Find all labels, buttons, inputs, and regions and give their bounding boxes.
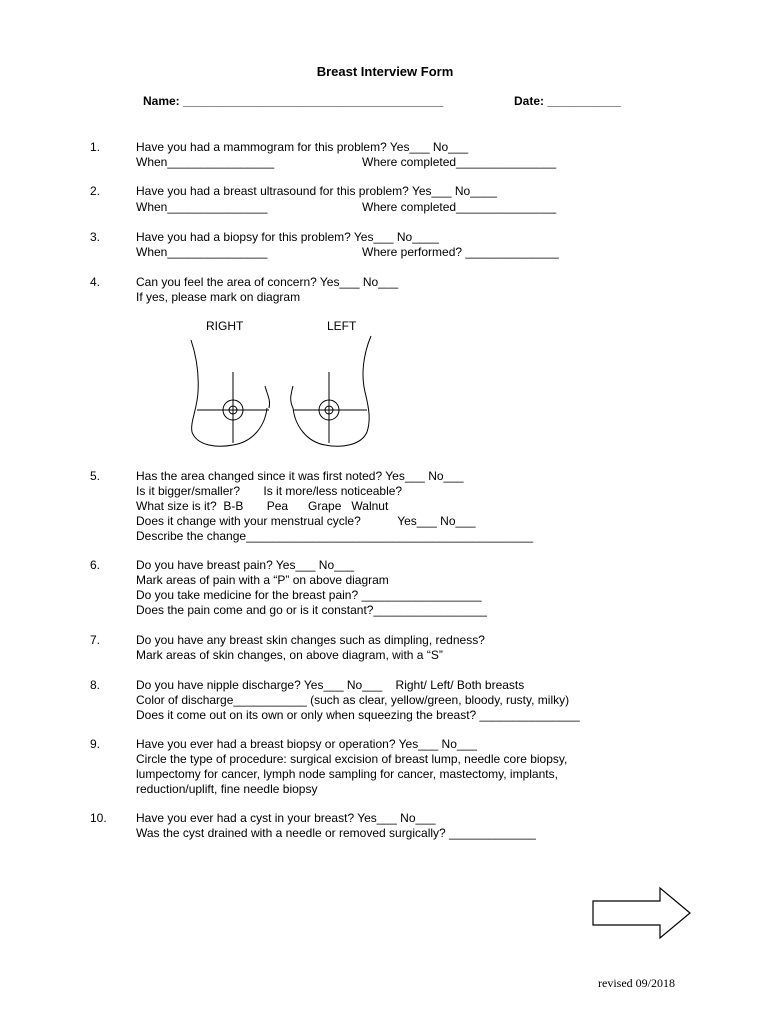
question-9-line-1: Have you ever had a breast biopsy or operation? Yes___ No___ — [136, 737, 477, 751]
question-7-line-1: Do you have any breast skin changes such as dimpling, redness? — [136, 633, 485, 647]
question-4-line-1: Can you feel the area of concern? Yes___ No___ — [136, 275, 399, 289]
question-6-line-1: Do you have breast pain? Yes___ No___ — [136, 558, 355, 572]
question-2-where[interactable]: Where completed_______________ — [362, 200, 557, 214]
question-3-where[interactable]: Where performed? ______________ — [362, 245, 559, 259]
question-4-number: 4. — [90, 275, 101, 289]
name-field[interactable]: Name: _______________________________________ — [143, 94, 444, 108]
question-1-number: 1. — [90, 140, 101, 154]
question-6-line-2: Mark areas of pain with a “P” on above diagram — [136, 573, 389, 587]
question-1-where[interactable]: Where completed_______________ — [362, 155, 557, 169]
diagram-left-label: LEFT — [327, 319, 357, 333]
question-8-line-2[interactable]: Color of discharge___________ (such as clear, yellow/green, bloody, rusty, milky) — [136, 693, 570, 707]
question-10-line-2[interactable]: Was the cyst drained with a needle or removed surgically? _____________ — [136, 826, 536, 840]
question-8-number: 8. — [90, 678, 101, 692]
question-6-line-4[interactable]: Does the pain come and go or is it constant?_________________ — [136, 603, 487, 617]
question-9-number: 9. — [90, 737, 101, 751]
question-5-line-2: Is it bigger/smaller? Is it more/less noticeable? — [136, 484, 403, 498]
question-9-line-4: reduction/uplift, fine needle biopsy — [136, 782, 318, 796]
right-arrow-icon[interactable] — [590, 885, 694, 941]
question-5-line-1: Has the area changed since it was first noted? Yes___ No___ — [136, 469, 464, 483]
question-6-line-3[interactable]: Do you take medicine for the breast pain? __________________ — [136, 588, 482, 602]
question-9-line-2: Circle the type of procedure: surgical excision of breast lump, needle core biopsy, — [136, 752, 568, 766]
question-2-line-1: Have you had a breast ultrasound for this problem? Yes___ No____ — [136, 184, 497, 198]
form-title: Breast Interview Form — [316, 64, 454, 79]
date-field[interactable]: Date: ___________ — [514, 94, 621, 108]
question-2-line-2[interactable]: When_______________ — [136, 200, 268, 214]
question-5-line-3: What size is it? B-B Pea Grape Walnut — [136, 499, 389, 513]
question-6-number: 6. — [90, 558, 101, 572]
question-8-line-1: Do you have nipple discharge? Yes___ No___ Right/ Left/ Both breasts — [136, 678, 525, 692]
question-9-line-3: lumpectomy for cancer, lymph node sampling for cancer, mastectomy, implants, — [136, 767, 558, 781]
question-5-line-5[interactable]: Describe the change___________________________________________ — [136, 529, 534, 543]
diagram-right-label: RIGHT — [206, 319, 244, 333]
question-3-line-2[interactable]: When_______________ — [136, 245, 268, 259]
question-7-line-2: Mark areas of skin changes, on above diagram, with a “S” — [136, 648, 443, 662]
question-1-line-1: Have you had a mammogram for this problem? Yes___ No___ — [136, 140, 469, 154]
question-5-number: 5. — [90, 469, 101, 483]
question-8-line-3[interactable]: Does it come out on its own or only when squeezing the breast? _______________ — [136, 708, 580, 722]
question-7-number: 7. — [90, 633, 101, 647]
revision-date: revised 09/2018 — [598, 976, 675, 990]
question-3-line-1: Have you had a biopsy for this problem? Yes___ No____ — [136, 230, 439, 244]
question-5-line-4: Does it change with your menstrual cycle? Yes___ No___ — [136, 514, 476, 528]
question-1-line-2[interactable]: When________________ — [136, 155, 275, 169]
question-10-number: 10. — [90, 811, 107, 825]
breast-diagram[interactable] — [185, 330, 390, 455]
question-2-number: 2. — [90, 184, 101, 198]
question-10-line-1: Have you ever had a cyst in your breast? Yes___ No___ — [136, 811, 436, 825]
question-3-number: 3. — [90, 230, 101, 244]
question-4-line-2: If yes, please mark on diagram — [136, 290, 301, 304]
